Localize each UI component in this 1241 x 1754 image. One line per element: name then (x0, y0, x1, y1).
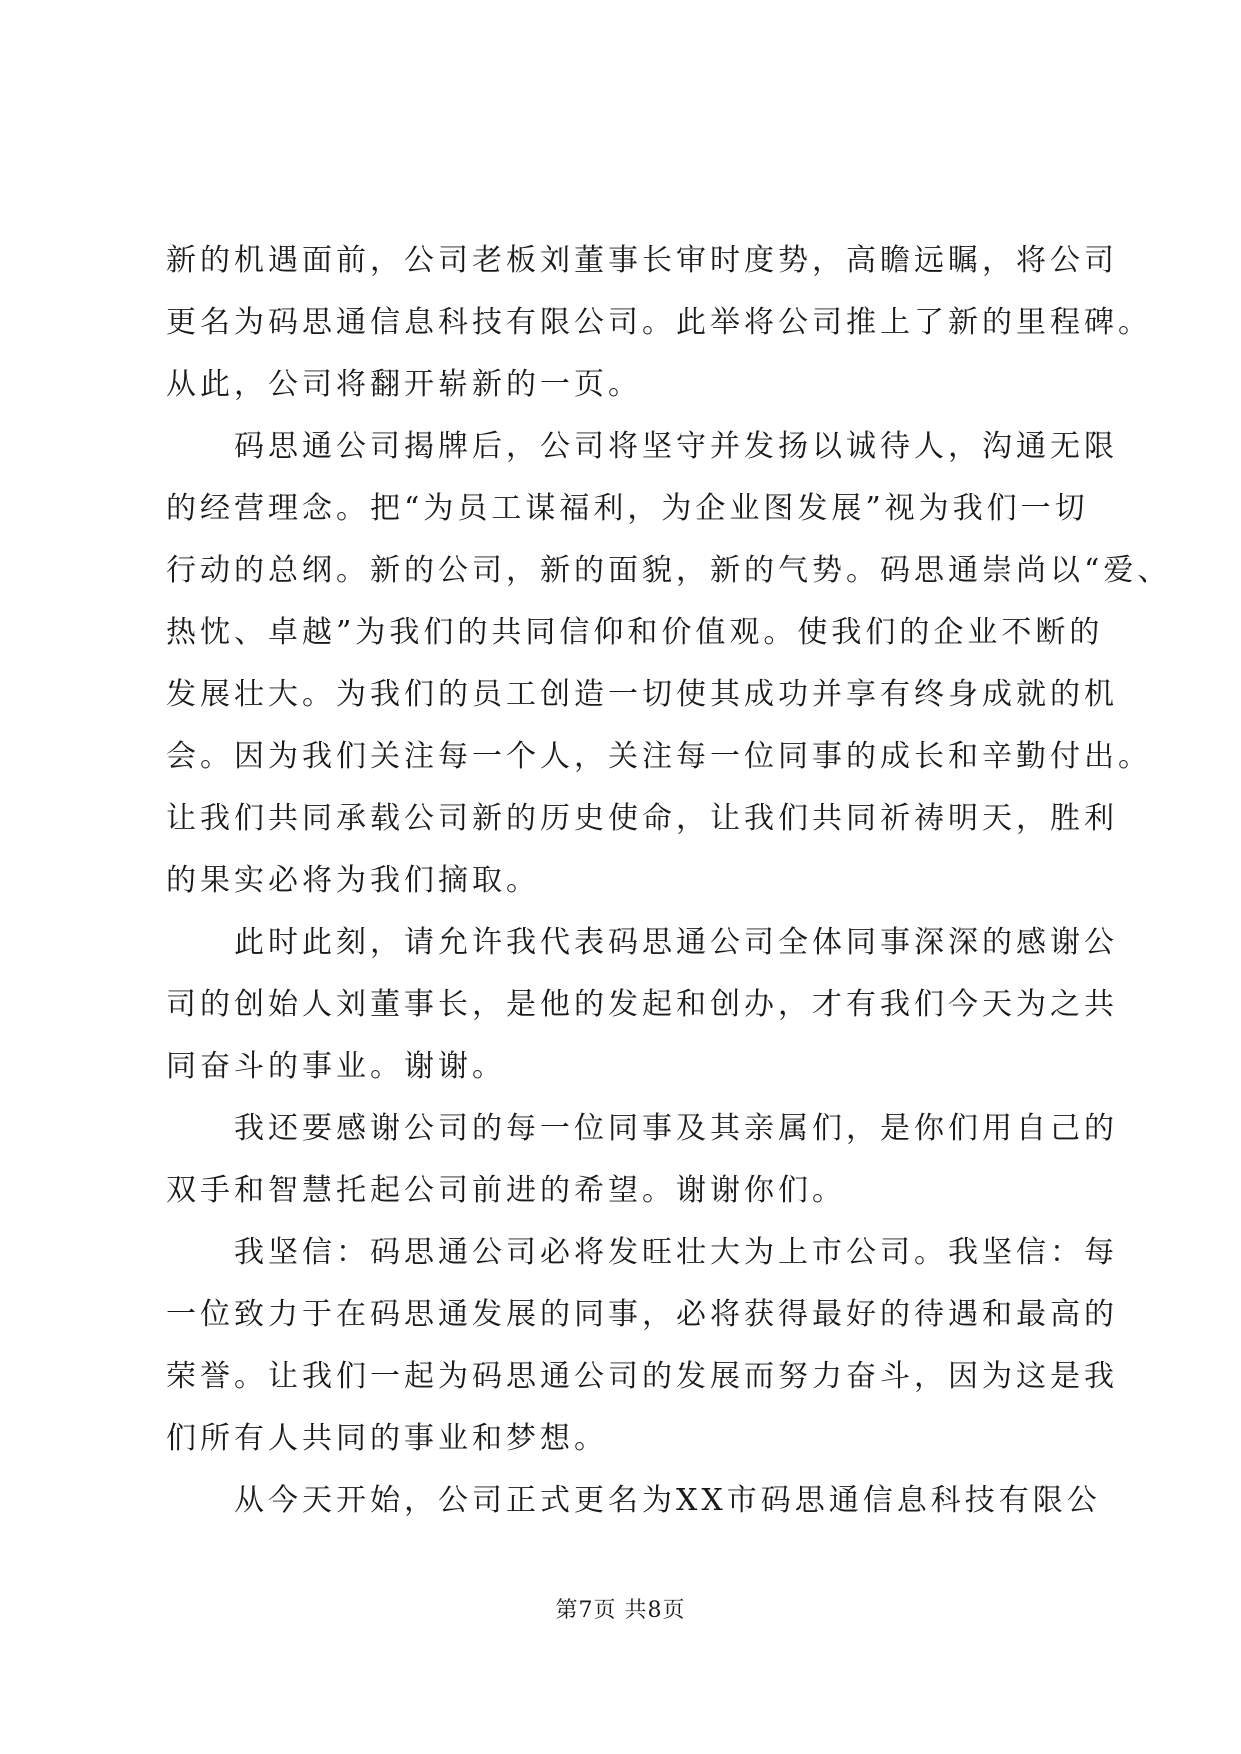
text-line: 码思通公司揭牌后，公司将坚守并发扬以诚待人，沟通无限 (166, 429, 1118, 464)
text-line: 双手和智慧托起公司前进的希望。谢谢你们。 (166, 1173, 846, 1208)
text-line: 会。因为我们关注每一个人，关注每一位同事的成长和辛勤付出。 (166, 739, 1152, 774)
text-line: 发展壮大。为我们的员工创造一切使其成功并享有终身成就的机 (166, 677, 1118, 712)
body-text (166, 230, 1172, 1532)
text-line: 更名为码思通信息科技有限公司。此举将公司推上了新的里程碑。 (166, 305, 1152, 340)
text-line: 此时此刻，请允许我代表码思通公司全体同事深深的感谢公 (166, 925, 1118, 960)
text-line: 热忱、卓越”为我们的共同信仰和价值观。使我们的企业不断的 (166, 615, 1104, 650)
text-line: 一位致力于在码思通发展的同事，必将获得最好的待遇和最高的 (166, 1297, 1118, 1332)
text-line: 的果实必将为我们摘取。 (166, 863, 540, 898)
text-line: 们所有人共同的事业和梦想。 (166, 1421, 608, 1456)
text-line: 同奋斗的事业。谢谢。 (166, 1049, 506, 1084)
text-line: 我还要感谢公司的每一位同事及其亲属们，是你们用自己的 (166, 1111, 1118, 1146)
text-line: 行动的总纲。新的公司，新的面貌，新的气势。码思通崇尚以“爱、 (166, 553, 1172, 588)
text-line: 从此，公司将翻开崭新的一页。 (166, 367, 642, 402)
text-line: 我坚信：码思通公司必将发旺壮大为上市公司。我坚信：每 (166, 1235, 1118, 1270)
text-line: 从今天开始，公司正式更名为XX市码思通信息科技有限公 (166, 1483, 1101, 1518)
text-line: 司的创始人刘董事长，是他的发起和创办，才有我们今天为之共 (166, 987, 1118, 1022)
text-line: 的经营理念。把“为员工谋福利，为企业图发展”视为我们一切 (166, 491, 1089, 526)
text-line: 让我们共同承载公司新的历史使命，让我们共同祈祷明天，胜利 (166, 801, 1118, 836)
text-line: 荣誉。让我们一起为码思通公司的发展而努力奋斗，因为这是我 (166, 1359, 1118, 1394)
page-number-footer: 第7页 共8页 (555, 1598, 686, 1623)
text-line: 新的机遇面前，公司老板刘董事长审时度势，高瞻远瞩，将公司 (166, 243, 1118, 278)
